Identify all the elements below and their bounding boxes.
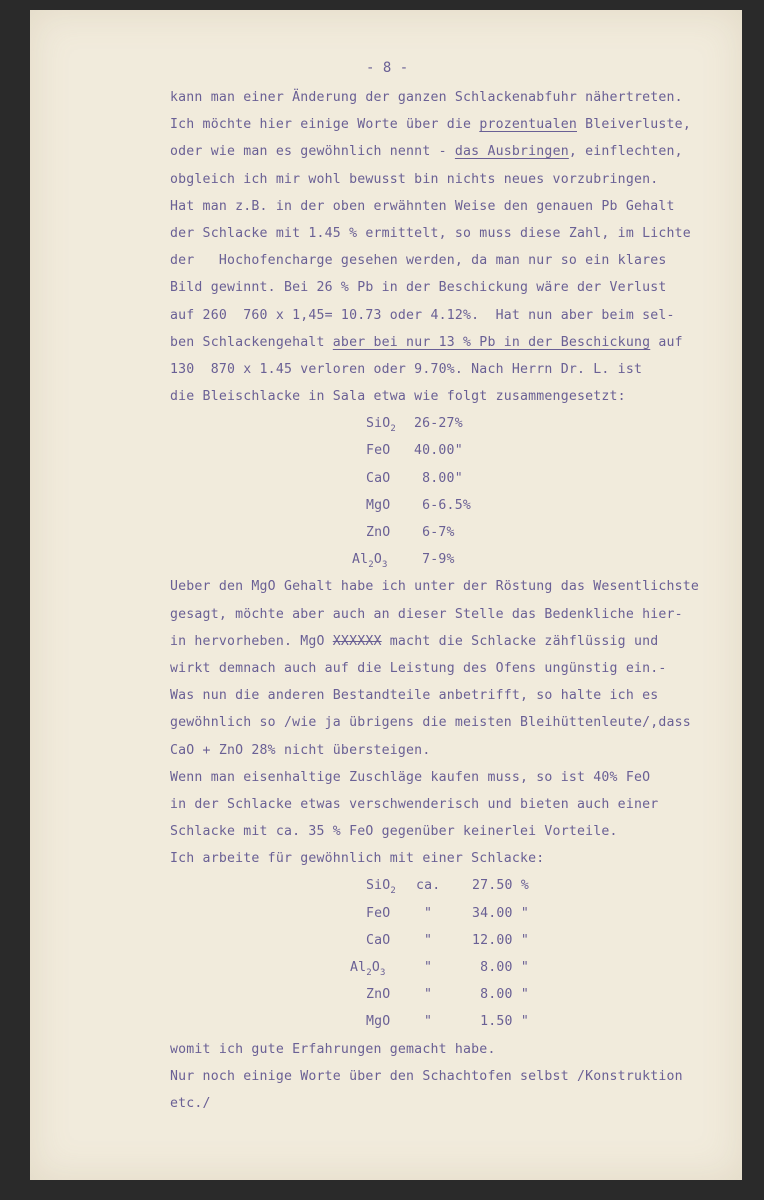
compound-name: MgO: [366, 497, 391, 513]
compound-value: 6-7%: [414, 525, 455, 540]
table-row: [170, 519, 730, 546]
text-fragment: macht die Schlacke zähflüssig und: [381, 633, 659, 649]
text-line: etc./: [170, 1095, 211, 1111]
compound-prefix: ": [424, 987, 433, 1003]
compound-name: ZnO: [366, 987, 391, 1003]
table-row: [170, 1008, 730, 1035]
text-line: Bild gewinnt. Bei 26 % Pb in der Beschickung wäre der Verlust: [170, 280, 667, 296]
underlined-text: aber bei nur 13 % Pb in der Beschickung: [332, 334, 651, 350]
text-line: Was nun die anderen Bestandteile anbetrifft, so halte ich es: [170, 688, 659, 704]
text-fragment: Ich möchte hier einige Worte über die: [170, 117, 480, 133]
slag-composition-table-1: [170, 410, 730, 573]
compound-name: SiO$_2$: [366, 416, 397, 435]
text-line: womit ich gute Erfahrungen gemacht habe.: [170, 1041, 496, 1057]
compound-name: FeO: [366, 905, 391, 921]
text-line: obgleich ich mir wohl bewusst bin nichts neues vorzubringen.: [170, 171, 659, 187]
struck-out-text: XXXXXX: [332, 633, 382, 649]
compound-value: 8.00": [414, 470, 463, 486]
text-fragment: oder wie man es gewöhnlich nennt -: [170, 144, 455, 160]
text-fragment: , einflechten,: [568, 144, 683, 160]
text-line: Ich arbeite für gewöhnlich mit einer Schlacke:: [170, 851, 545, 867]
typed-text-body: [170, 84, 730, 1117]
underlined-text: das Ausbringen: [454, 144, 569, 160]
paragraph-2: [170, 573, 730, 872]
compound-value: 12.00 ": [472, 932, 529, 948]
text-line: Nur noch einige Worte über den Schachtofen selbst /Konstruktion: [170, 1068, 683, 1084]
compound-value: 26-27%: [414, 416, 463, 432]
text-line: gewöhnlich so /wie ja übrigens die meisten Bleihüttenleute/,dass: [170, 715, 691, 731]
text-line: kann man einer Änderung der ganzen Schlackenabfuhr nähertreten.: [170, 90, 683, 105]
slag-composition-table-2: [170, 872, 730, 1035]
text-line: Hat man z.B. in der oben erwähnten Weise den genauen Pb Gehalt: [170, 198, 675, 214]
compound-value: 7-9%: [414, 552, 455, 568]
compound-prefix: ": [424, 905, 433, 921]
text-line: gesagt, möchte aber auch an dieser Stelle das Bedenkliche hier-: [170, 606, 683, 622]
table-row: [170, 437, 730, 464]
compound-prefix: ": [424, 1014, 433, 1030]
table-row: [170, 492, 730, 519]
paragraph-3: [170, 1036, 730, 1118]
text-line: [170, 111, 730, 138]
compound-value: 40.00": [414, 443, 463, 459]
text-line: in der Schlacke etwas verschwenderisch und bieten auch einer: [170, 796, 659, 812]
table-row: [170, 927, 730, 954]
text-fragment: in hervorheben. MgO: [170, 633, 333, 649]
compound-value: 34.00 ": [472, 905, 529, 921]
table-row: [170, 981, 730, 1008]
compound-prefix: ca.: [416, 878, 441, 894]
compound-name: MgO: [366, 1014, 391, 1030]
compound-prefix: ": [424, 960, 433, 975]
compound-name: $Al_2O_3$: [352, 552, 388, 571]
table-row: [170, 410, 730, 437]
paragraph-1: [170, 84, 730, 410]
compound-name: FeO: [366, 443, 391, 459]
text-fragment: ben Schlackengehalt: [170, 334, 333, 350]
compound-name: SiO$_2$: [366, 878, 397, 897]
underlined-text: prozentualen: [479, 117, 577, 133]
table-row: [170, 465, 730, 492]
text-line: Ueber den MgO Gehalt habe ich unter der Röstung das Wesentlichste: [170, 579, 700, 595]
compound-name: CaO: [366, 932, 391, 948]
text-line: CaO + ZnO 28% nicht übersteigen.: [170, 742, 431, 758]
compound-value: 8.00 ": [472, 960, 529, 975]
compound-prefix: ": [424, 932, 433, 948]
text-line: 130 870 x 1.45 verloren oder 9.70%. Nach Herrn Dr. L. ist: [170, 361, 643, 377]
table-row: [170, 872, 730, 899]
compound-name: CaO: [366, 470, 391, 486]
text-line: Schlacke mit ca. 35 % FeO gegenüber keinerlei Vorteile.: [170, 824, 618, 840]
text-line: [170, 329, 730, 356]
text-line: [170, 138, 730, 165]
text-line: der Schlacke mit 1.45 % ermittelt, so muss diese Zahl, im Lichte: [170, 225, 691, 241]
table-row: [170, 900, 730, 927]
text-line: wirkt demnach auch auf die Leistung des Ofens ungünstig ein.-: [170, 660, 667, 676]
compound-value: 8.00 ": [472, 987, 529, 1003]
page-number: - 8 -: [366, 60, 409, 76]
text-line: Wenn man eisenhaltige Zuschläge kaufen muss, so ist 40% FeO: [170, 769, 651, 785]
text-fragment: Bleiverluste,: [577, 117, 691, 133]
compound-value: 6-6.5%: [414, 497, 471, 513]
compound-value: 27.50 %: [472, 878, 529, 894]
text-line: der Hochofencharge gesehen werden, da man nur so ein klares: [170, 253, 667, 269]
text-fragment: auf: [650, 334, 683, 350]
text-line: die Bleischlacke in Sala etwa wie folgt zusammengesetzt:: [170, 389, 626, 405]
table-row: [170, 546, 730, 573]
compound-value: 1.50 ": [472, 1014, 529, 1030]
text-line: auf 260 760 x 1,45= 10.73 oder 4.12%. Hat nun aber beim sel-: [170, 307, 675, 323]
compound-name: $Al_2O_3$: [350, 960, 386, 978]
text-line: [170, 628, 730, 655]
table-row: [170, 954, 730, 981]
compound-name: ZnO: [366, 525, 391, 540]
